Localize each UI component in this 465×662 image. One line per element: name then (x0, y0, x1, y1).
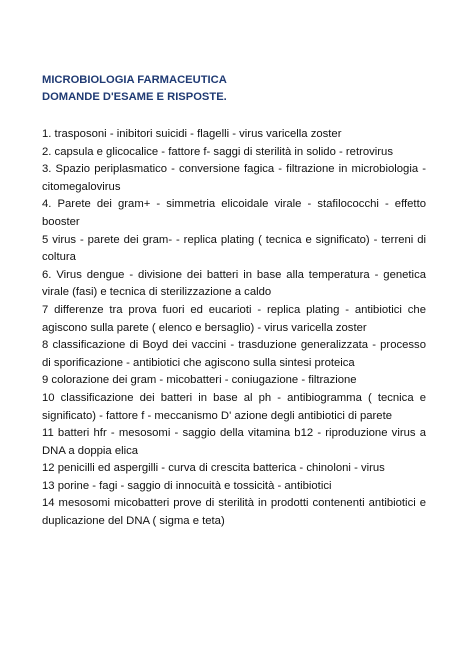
question-list (42, 126, 426, 531)
question-item-1: 1. trasposoni - inibitori suicidi - flagelli - virus varicella zoster (42, 128, 342, 140)
document-page (42, 72, 426, 531)
question-item-5: 5 virus - parete dei gram- - replica plating ( tecnica e significato) - terreni di coltura (42, 233, 426, 264)
question-item-14: 14 mesosomi micobatteri prove di sterilità in prodotti contenenti antibiotici e duplicazione del DNA ( sigma e teta) (42, 497, 426, 528)
question-item-2: 2. capsula e glicocalice - fattore f- saggi di sterilità in solido - retrovirus (42, 145, 393, 158)
title-spacer (42, 106, 426, 126)
question-item-7: 7 differenze tra prova fuori ed eucarioti - replica plating - antibiotici che agiscono sulla parete ( elenco e bersaglio) - virus varicella zoster (42, 303, 426, 334)
question-item-13: 13 porine - fagi - saggio di innocuità e tossicità - antibiotici (42, 479, 332, 492)
question-item-8: 8 classificazione di Boyd dei vaccini - trasduzione generalizzata - processo di sporificazione - antibiotici che agiscono sulla sintesi proteica (42, 339, 426, 369)
question-item-12: 12 penicilli ed aspergilli - curva di crescita batterica - chinoloni - virus (42, 462, 385, 475)
question-item-6: 6. Virus dengue - divisione dei batteri in base alla temperatura - genetica virale (fasi) e tecnica di sterilizzazione a caldo (42, 268, 426, 299)
question-item-9: 9 colorazione dei gram - micobatteri - coniugazione - filtrazione (42, 374, 357, 387)
question-item-10: 10 classificazione dei batteri in base al ph - antibiogramma ( tecnica e significato) - fattore f - meccanismo D' azione degli antibiotici di parete (42, 391, 426, 422)
document-title-line-1: MICROBIOLOGIA FARMACEUTICA (42, 74, 227, 86)
document-title-line-2: DOMANDE D'ESAME E RISPOSTE. (42, 91, 227, 103)
question-item-11: 11 batteri hfr - mesosomi - saggio della vitamina b12 - riproduzione virus a DNA a doppia elica (42, 427, 426, 457)
question-item-3: 3. Spazio periplasmatico - conversione fagica - filtrazione in microbiologia - citomegalovirus (42, 163, 426, 193)
question-item-4: 4. Parete dei gram+ - simmetria elicoidale virale - stafilococchi - effetto booster (42, 198, 426, 228)
